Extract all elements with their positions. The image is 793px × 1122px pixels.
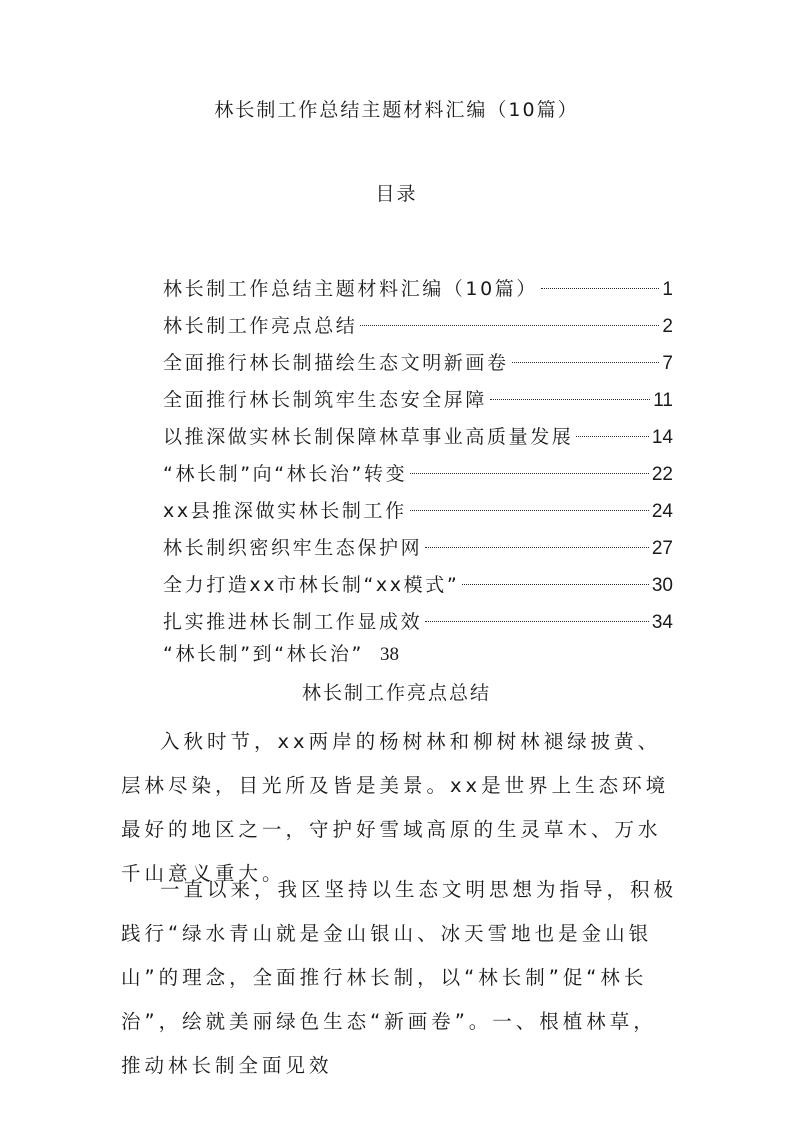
toc-entry[interactable] [163, 497, 673, 534]
toc-entry-label: 林长制工作亮点总结 [163, 315, 358, 337]
toc-entry[interactable] [163, 460, 673, 497]
toc-entry-label: 全面推行林长制描绘生态文明新画卷 [163, 352, 509, 374]
toc-entry-page: 22 [651, 464, 673, 485]
toc-leader-dots [462, 584, 649, 585]
toc-entry[interactable] [163, 423, 673, 460]
body-paragraph: 一直以来，我区坚持以生态文明思想为指导，积极践行“绿水青山就是金山银山、冰天雪地也是金山银山”的理念，全面推行林长制，以“林长制”促“林长治”，绘就美丽绿色生态“新画卷”。一、根植林草，推动林长制全面见效 [121, 878, 678, 1077]
toc-entry-label: 全力打造xx市林长制“xx模式” [163, 574, 460, 596]
toc-entry-label: 全面推行林长制筑牢生态安全屏障 [163, 389, 488, 411]
toc-entry[interactable] [163, 312, 673, 349]
toc-leader-dots [512, 362, 660, 363]
toc-leader-dots [541, 288, 659, 289]
toc-entry-page: 11 [653, 390, 673, 411]
toc-entry-page: 34 [651, 612, 673, 633]
toc-leader-dots [425, 621, 649, 622]
toc-entry[interactable] [163, 275, 673, 312]
toc-entry-label: 以推深做实林长制保障林草事业高质量发展 [163, 426, 574, 448]
toc-entry-page: 2 [662, 316, 673, 337]
toc-entry-page: 14 [651, 427, 673, 448]
toc-entry-label: 林长制工作总结主题材料汇编（10篇） [163, 278, 538, 300]
toc-entry-last[interactable] [163, 640, 399, 669]
toc-leader-dots [576, 436, 648, 437]
toc-entry-page: 7 [662, 353, 673, 374]
toc-entry-label: “林长制”向“林长治”转变 [163, 463, 408, 485]
toc-leader-dots [410, 510, 649, 511]
toc-entry-label: 林长制织密织牢生态保护网 [163, 537, 423, 559]
document-title: 林长制工作总结主题材料汇编（10篇） [214, 99, 579, 121]
toc-entry-label: “林长制”到“林长治” [163, 643, 364, 665]
table-of-contents [163, 275, 673, 645]
toc-entry[interactable] [163, 349, 673, 386]
body-paragraph: 入秋时节，xx两岸的杨树林和柳树林褪绿披黄、层林尽染，目光所及皆是美景。xx是世界上生态环境最好的地区之一，守护好雪域高原的生灵草木、万水千山意义重大。 [121, 730, 670, 885]
toc-entry-label: 扎实推进林长制工作显成效 [163, 611, 423, 633]
toc-entry[interactable] [163, 571, 673, 608]
section-title: 林长制工作亮点总结 [301, 682, 491, 704]
toc-leader-dots [360, 325, 659, 326]
toc-leader-dots [490, 399, 650, 400]
toc-leader-dots [410, 473, 649, 474]
toc-entry-page: 30 [651, 575, 673, 596]
toc-entry-page: 38 [379, 644, 399, 665]
toc-entry-page: 27 [651, 538, 673, 559]
toc-leader-dots [425, 547, 649, 548]
toc-heading: 目录 [375, 183, 418, 205]
toc-entry[interactable] [163, 386, 673, 423]
toc-entry-page: 1 [662, 279, 673, 300]
toc-entry[interactable] [163, 534, 673, 571]
toc-entry-page: 24 [651, 501, 673, 522]
toc-entry-label: xx县推深做实林长制工作 [163, 500, 407, 522]
